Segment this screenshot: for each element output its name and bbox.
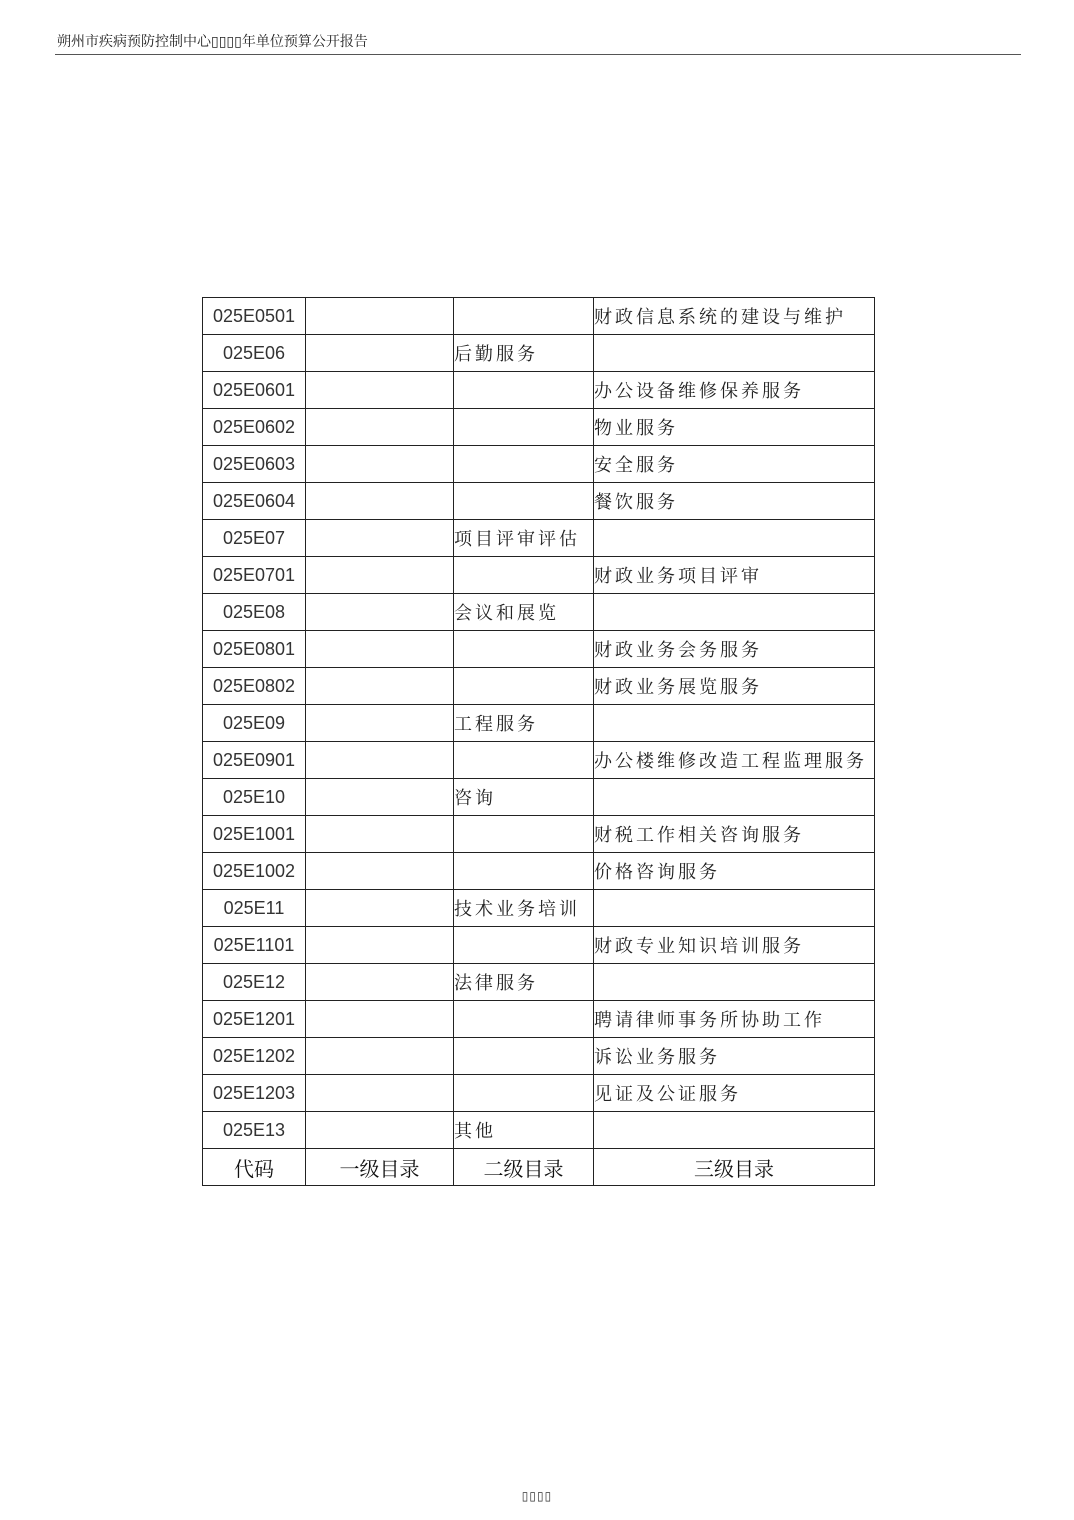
cell-level3: 诉讼业务服务 [594, 1038, 875, 1075]
cell-level1 [306, 668, 454, 705]
cell-level2 [454, 631, 594, 668]
cell-level3: 财政业务项目评审 [594, 557, 875, 594]
cell-code: 025E06 [203, 335, 306, 372]
table-row [203, 890, 875, 927]
cell-level2 [454, 557, 594, 594]
cell-level2 [454, 446, 594, 483]
cell-code: 025E1001 [203, 816, 306, 853]
cell-code: 025E13 [203, 1112, 306, 1149]
cell-level3: 财政专业知识培训服务 [594, 927, 875, 964]
cell-level3: 财政业务会务服务 [594, 631, 875, 668]
table-row [203, 853, 875, 890]
table-row [203, 927, 875, 964]
cell-level2 [454, 372, 594, 409]
table-row [203, 483, 875, 520]
cell-level2: 会议和展览 [454, 594, 594, 631]
cell-code: 025E1101 [203, 927, 306, 964]
cell-level2 [454, 298, 594, 335]
header-divider [55, 54, 1021, 55]
cell-level1 [306, 742, 454, 779]
cell-code: 025E0901 [203, 742, 306, 779]
cell-code: 025E1201 [203, 1001, 306, 1038]
column-header-level1: 一级目录 [306, 1149, 454, 1186]
cell-level2: 其他 [454, 1112, 594, 1149]
cell-level3: 财政信息系统的建设与维护 [594, 298, 875, 335]
cell-code: 025E0602 [203, 409, 306, 446]
cell-code: 025E0801 [203, 631, 306, 668]
table-row [203, 705, 875, 742]
cell-level2: 技术业务培训 [454, 890, 594, 927]
cell-level1 [306, 705, 454, 742]
cell-level1 [306, 1112, 454, 1149]
cell-code: 025E0501 [203, 298, 306, 335]
cell-level1 [306, 409, 454, 446]
table-row [203, 1038, 875, 1075]
cell-level1 [306, 298, 454, 335]
cell-level2 [454, 853, 594, 890]
cell-level1 [306, 372, 454, 409]
cell-level2 [454, 742, 594, 779]
table-row [203, 298, 875, 335]
cell-level2: 咨询 [454, 779, 594, 816]
cell-level2 [454, 816, 594, 853]
cell-level1 [306, 594, 454, 631]
table-row [203, 1001, 875, 1038]
cell-level2: 后勤服务 [454, 335, 594, 372]
cell-level1 [306, 631, 454, 668]
table-row [203, 557, 875, 594]
cell-level2 [454, 1001, 594, 1038]
cell-level3 [594, 1112, 875, 1149]
table-row [203, 668, 875, 705]
cell-level3 [594, 520, 875, 557]
cell-level2: 项目评审评估 [454, 520, 594, 557]
column-header-code: 代码 [203, 1149, 306, 1186]
cell-level1 [306, 853, 454, 890]
cell-level3: 办公设备维修保养服务 [594, 372, 875, 409]
cell-code: 025E11 [203, 890, 306, 927]
table-row [203, 1112, 875, 1149]
cell-code: 025E08 [203, 594, 306, 631]
table-row [203, 1075, 875, 1112]
table-row [203, 409, 875, 446]
cell-code: 025E0701 [203, 557, 306, 594]
cell-level3: 财政业务展览服务 [594, 668, 875, 705]
cell-code: 025E1202 [203, 1038, 306, 1075]
cell-code: 025E0604 [203, 483, 306, 520]
cell-level2 [454, 1075, 594, 1112]
cell-code: 025E09 [203, 705, 306, 742]
cell-level1 [306, 520, 454, 557]
column-header-row [203, 1149, 875, 1186]
cell-level3: 办公楼维修改造工程监理服务 [594, 742, 875, 779]
cell-level1 [306, 1075, 454, 1112]
cell-code: 025E07 [203, 520, 306, 557]
table-row [203, 372, 875, 409]
cell-level2 [454, 927, 594, 964]
table-row [203, 964, 875, 1001]
cell-level1 [306, 483, 454, 520]
table-row [203, 779, 875, 816]
cell-code: 025E0601 [203, 372, 306, 409]
catalog-table-body [203, 298, 875, 1186]
column-header-level2: 二级目录 [454, 1149, 594, 1186]
cell-level3: 财税工作相关咨询服务 [594, 816, 875, 853]
table-row [203, 816, 875, 853]
cell-level1 [306, 557, 454, 594]
cell-level3 [594, 779, 875, 816]
cell-level1 [306, 1001, 454, 1038]
cell-level2 [454, 409, 594, 446]
cell-code: 025E1203 [203, 1075, 306, 1112]
cell-level3: 餐饮服务 [594, 483, 875, 520]
table-row [203, 742, 875, 779]
cell-level1 [306, 964, 454, 1001]
cell-code: 025E1002 [203, 853, 306, 890]
table-row [203, 335, 875, 372]
cell-level1 [306, 779, 454, 816]
cell-level1 [306, 1038, 454, 1075]
cell-level3: 见证及公证服务 [594, 1075, 875, 1112]
cell-code: 025E0802 [203, 668, 306, 705]
cell-code: 025E12 [203, 964, 306, 1001]
cell-level3: 安全服务 [594, 446, 875, 483]
table-row [203, 446, 875, 483]
cell-level3: 聘请律师事务所协助工作 [594, 1001, 875, 1038]
table-row [203, 594, 875, 631]
cell-level3 [594, 594, 875, 631]
page-number: ▯▯▯▯ [521, 1489, 553, 1503]
cell-level3 [594, 964, 875, 1001]
table-row [203, 520, 875, 557]
cell-level2: 工程服务 [454, 705, 594, 742]
cell-level3 [594, 335, 875, 372]
cell-code: 025E10 [203, 779, 306, 816]
cell-level2: 法律服务 [454, 964, 594, 1001]
cell-level2 [454, 1038, 594, 1075]
cell-level1 [306, 927, 454, 964]
cell-level1 [306, 335, 454, 372]
cell-level3 [594, 890, 875, 927]
table-row [203, 631, 875, 668]
cell-code: 025E0603 [203, 446, 306, 483]
catalog-table [202, 297, 875, 1186]
cell-level1 [306, 446, 454, 483]
cell-level3: 物业服务 [594, 409, 875, 446]
cell-level2 [454, 668, 594, 705]
cell-level2 [454, 483, 594, 520]
cell-level1 [306, 816, 454, 853]
page-header-title: 朔州市疾病预防控制中心▯▯▯▯年单位预算公开报告 [57, 34, 368, 50]
cell-level3: 价格咨询服务 [594, 853, 875, 890]
cell-level3 [594, 705, 875, 742]
cell-level1 [306, 890, 454, 927]
column-header-level3: 三级目录 [594, 1149, 875, 1186]
